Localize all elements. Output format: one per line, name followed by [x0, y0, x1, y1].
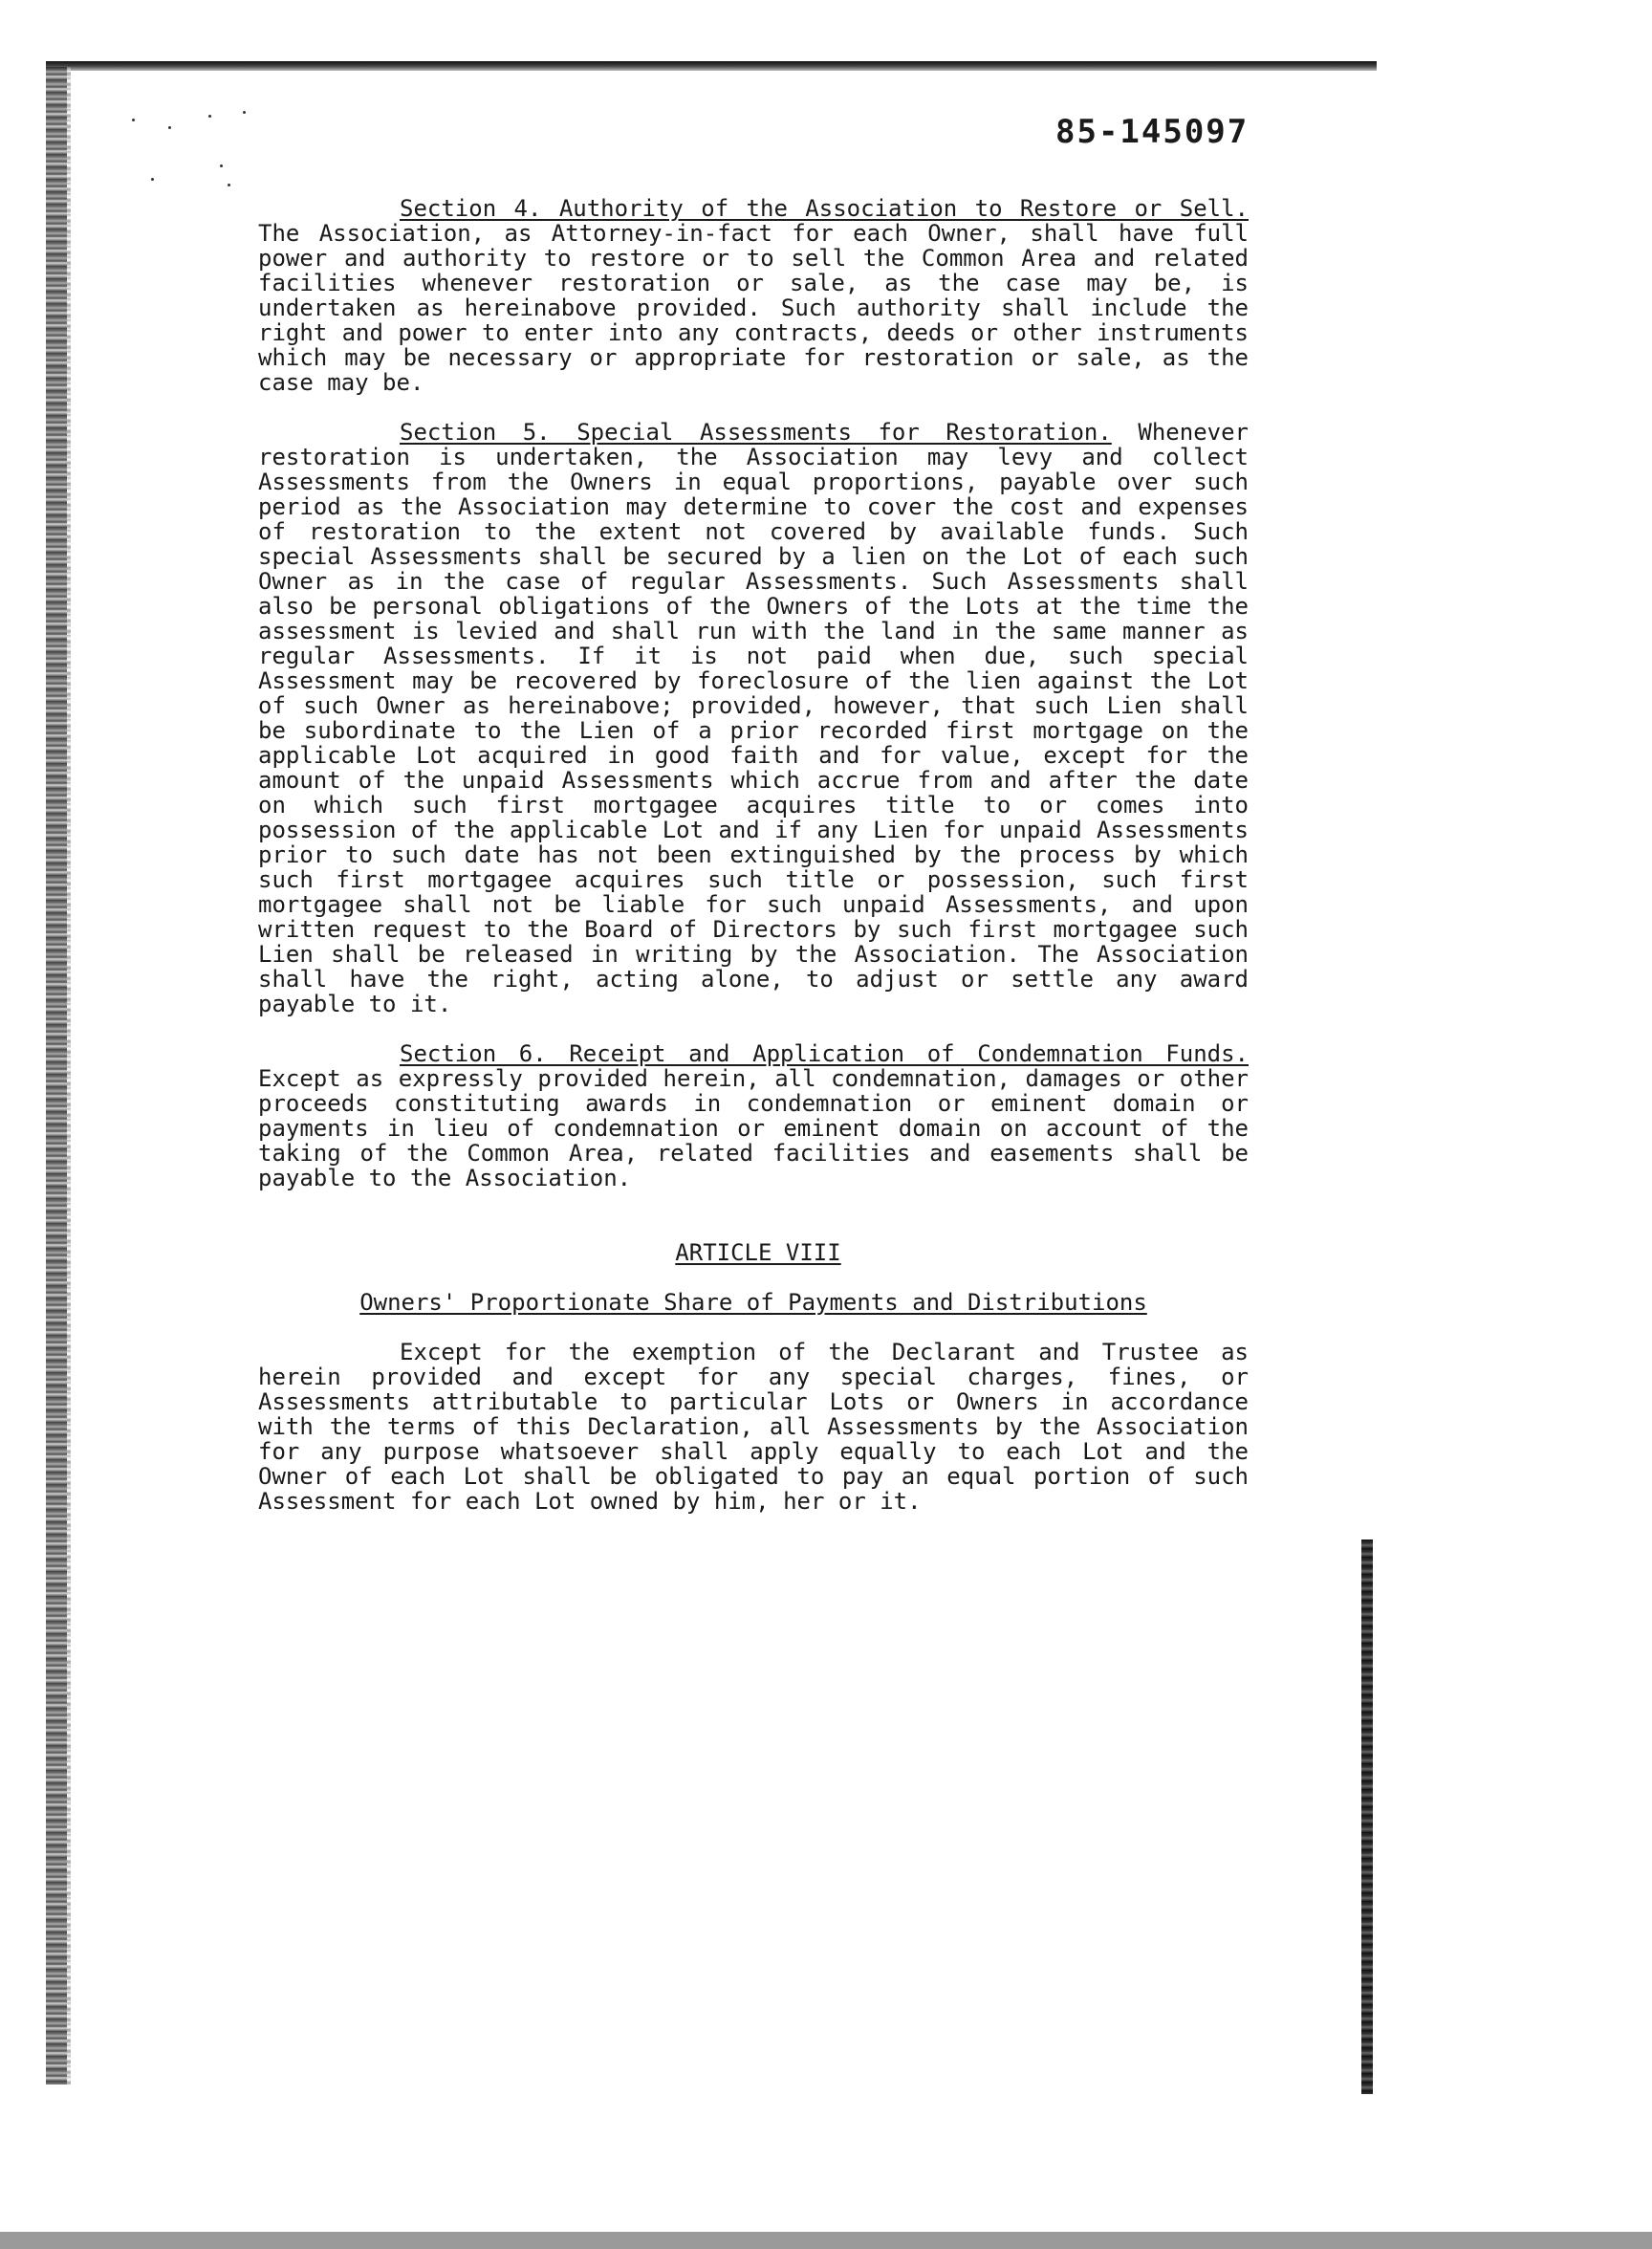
- scan-speck: [208, 115, 211, 118]
- article-8-subtitle: Owners' Proportionate Share of Payments and Distributions: [359, 1289, 1147, 1316]
- scan-speck: [243, 111, 246, 114]
- document-body: [258, 196, 1249, 1514]
- article-8-paragraph: [258, 1340, 1249, 1514]
- scan-speck: [228, 184, 230, 186]
- section-6-heading: Section 6. Receipt and Application of Condemnation Funds.: [400, 1040, 1249, 1067]
- scan-left-edge-texture: [67, 67, 71, 2085]
- scan-speck: [168, 126, 171, 129]
- document-number: 85-145097: [1055, 113, 1250, 151]
- section-5-heading: Section 5. Special Assessments for Restoration.: [400, 419, 1112, 446]
- section-4-body: The Association, as Attorney-in-fact for each Owner, shall have full power and authority to restore or to sell the Common Area and related facilities whenever restoration or sale, as the case may be, is undertaken as hereinabove provided. Such authority shall include the right and power to enter into any contracts, deeds or other instruments which may be necessary or appropriate for restoration or sale, as the case may be.: [258, 220, 1249, 396]
- section-6-body: Except as expressly provided herein, all condemnation, damages or other proceeds constituting awards in condemnation or eminent domain or payments in lieu of condemnation or eminent domain on account of the taking of the Common Area, related facilities and easements shall be payable to the Association.: [258, 1065, 1249, 1191]
- scan-top-edge: [46, 61, 1377, 71]
- section-6-paragraph: [258, 1041, 1249, 1190]
- scan-speck: [151, 178, 154, 181]
- spacer: [258, 395, 1249, 420]
- article-8-title: ARTICLE VIII: [675, 1239, 841, 1266]
- scan-left-edge: [46, 67, 67, 2085]
- scan-bottom-edge: [0, 2232, 1652, 2249]
- scan-speck: [132, 119, 135, 121]
- scan-speck: [220, 164, 223, 167]
- section-5-body: Whenever restoration is undertaken, the Association may levy and collect Assessments from the Owners in equal proportions, payable over such period as the Association may determine to cover the cost and expenses of restoration to the extent not covered by available funds. Such special Assessments shall be secured by a lien on the Lot of each such Owner as in the case of regular Assessments. Such Assessments shall also be personal obligations of the Owners of the Lots at the time the assessment is levied and shall run with the land in the same manner as regular Assessments. If it is not paid when due, such special Assessment may be recovered by foreclosure of the lien against the Lot of such Owner as hereinabove; provided, however, that such Lien shall be subordinate to the Lien of a prior recorded first mortgage on the applicable Lot acquired in good faith and for value, except for the amount of the unpaid Assessments which accrue from and after the date on which such first mortgagee acquires title to or comes into possession of the applicable Lot and if any Lien for unpaid Assessments prior to such date has not been extinguished by the process by which such first mortgagee acquires such title or possession, such first mortgagee shall not be liable for such unpaid Assessments, and upon written request to the Board of Directors by such first mortgagee such Lien shall be released in writing by the Association. The Association shall have the right, acting alone, to adjust or settle any award payable to it.: [258, 419, 1249, 1017]
- section-4-heading: Section 4. Authority of the Association to Restore or Sell.: [400, 195, 1249, 222]
- spacer: [258, 1315, 1249, 1340]
- spacer: [258, 1016, 1249, 1041]
- section-4-paragraph: [258, 196, 1249, 395]
- spacer: [258, 1265, 1249, 1290]
- section-5-paragraph: [258, 420, 1249, 1016]
- scan-right-edge: [1361, 1539, 1373, 2094]
- spacer: [258, 1190, 1249, 1240]
- article-8-body: Except for the exemption of the Declarant and Trustee as herein provided and except for any special charges, fines, or Assessments attributable to particular Lots or Owners in accordance with the terms of this Declaration, all Assessments by the Association for any purpose whatsoever shall apply equally to each Lot and the Owner of each Lot shall be obligated to pay an equal portion of such Assessment for each Lot owned by him, her or it.: [258, 1339, 1249, 1515]
